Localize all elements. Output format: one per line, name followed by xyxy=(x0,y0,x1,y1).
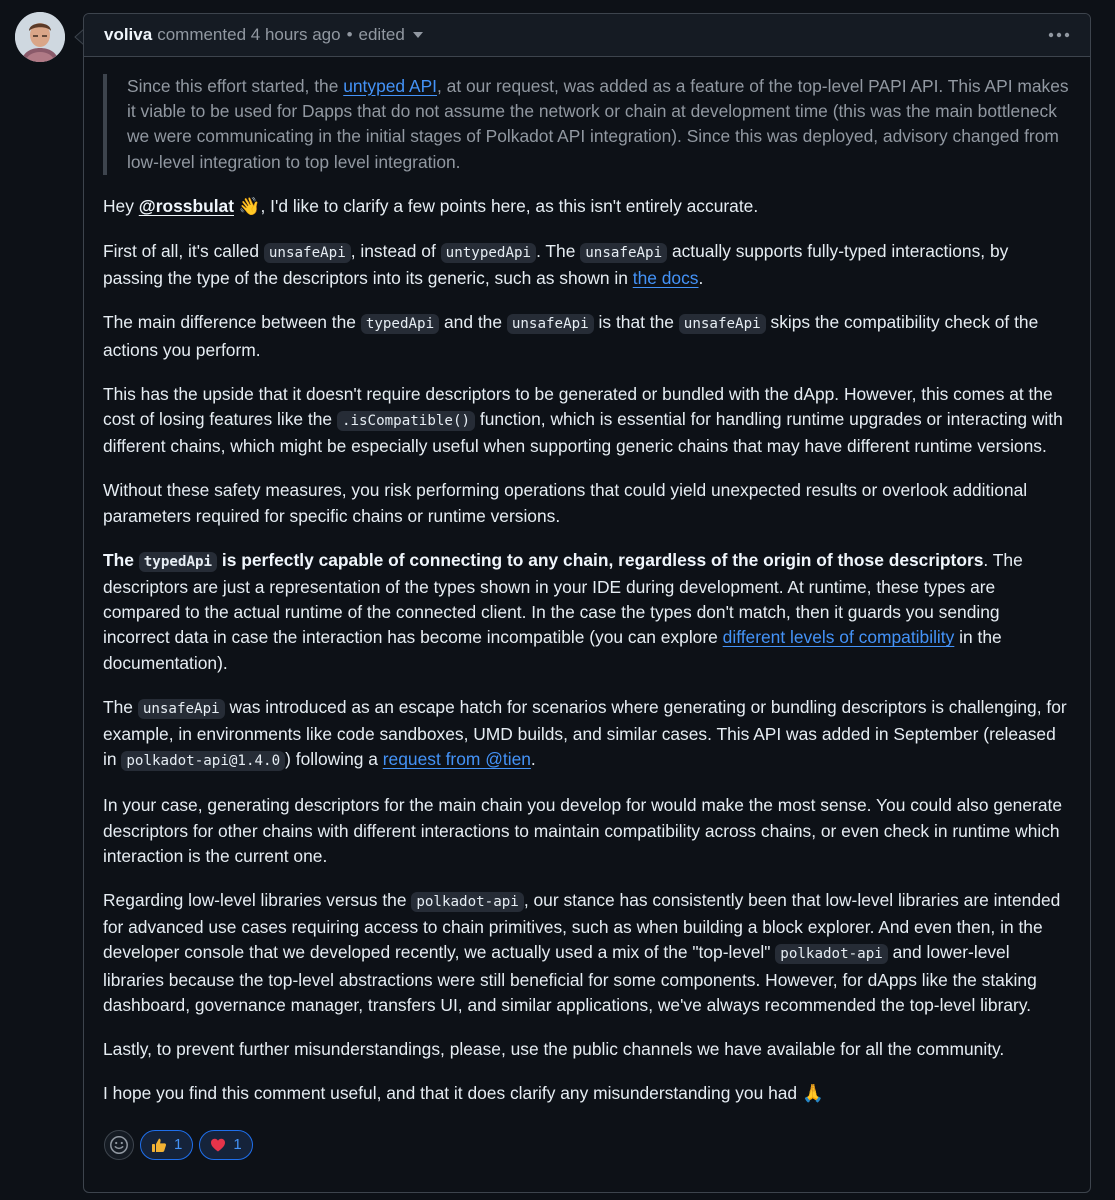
text: This has the upside that it doesn't require descriptors to be generated or bundled with the dApp. However, this comes at the cost of losing features like the xyxy=(103,383,1053,430)
text: Without these safety measures, you risk performing operations that could yield unexpected results or overlook additional parameters required for specific chains or runtime versions. xyxy=(103,480,1028,526)
text: skips the compatibility check of the actions you perform. xyxy=(103,312,1039,360)
paragraph-unsafe-api xyxy=(103,695,1071,775)
text: is that the xyxy=(593,312,679,333)
text: Regarding low-level libraries versus the xyxy=(103,890,412,911)
user-avatar-image xyxy=(15,12,65,62)
paragraph-lastly xyxy=(103,1037,1071,1062)
paragraph-your-case xyxy=(103,793,1071,869)
paragraph-naming xyxy=(103,239,1071,291)
quote-text: Since this effort started, the xyxy=(127,76,344,96)
text: and lower-level libraries because the top-level abstractions were still beneficial for some components. However, for dApps like the staking dashboard, governance manager, transfers UI, and similar applications, we've always recommended the top-level library. xyxy=(103,942,1037,1015)
smiley-icon xyxy=(109,1135,129,1155)
text: I hope you find this comment useful, and that it does clarify any misunderstanding you had xyxy=(103,1083,802,1104)
text: function, which is essential for handling runtime upgrades or interacting with different chains, which might be especially useful when supporting generic chains that may have different runtime versions. xyxy=(103,409,1063,457)
timestamp-link[interactable]: 4 hours ago xyxy=(250,25,341,44)
text: actually supports fully-typed interactions, by passing the type of the descriptors into its generic, such as shown in xyxy=(103,241,1009,289)
paragraph-safety xyxy=(103,478,1071,528)
text: Lastly, to prevent further misunderstandings, please, use the public channels we have available for all the community. xyxy=(103,1039,1005,1060)
untyped-api-link[interactable]: untyped API xyxy=(343,76,438,96)
thumbs-up-icon xyxy=(151,1137,167,1153)
paragraph-upside xyxy=(103,382,1071,460)
edited-dropdown[interactable] xyxy=(359,25,423,45)
inline-code: unsafeApi xyxy=(138,699,225,719)
inline-code: polkadot-api@1.4.0 xyxy=(121,751,285,771)
mention-link[interactable]: @rossbulat xyxy=(138,195,234,216)
thumbs-up-reaction[interactable] xyxy=(140,1130,193,1160)
inline-code: typedApi xyxy=(361,314,439,334)
paragraph-greeting xyxy=(103,194,1071,220)
text: In your case, generating descriptors for the main chain you develop for would make the most sense. You could also generate descriptors for other chains with different interactions to maintain compatibility across chains, or even check in runtime which interaction is the current one. xyxy=(103,795,1062,866)
text: , our stance has consistently been that low-level libraries are intended for advanced use cases requiring access to chain primitives, such as when building a block explorer. And even then, in the developer console that we developed recently, we actually used a mix of the "top-level" xyxy=(103,890,1061,963)
edited-label: edited xyxy=(358,25,405,44)
text: is perfectly capable of connecting to any chain, regardless of the origin of those descriptors xyxy=(217,549,984,570)
heart-reaction[interactable] xyxy=(199,1130,252,1160)
inline-code: unsafeApi xyxy=(580,243,667,263)
text: . The descriptors are just a representation of the types shown in your IDE during development. At runtime, these types are compared to the actual runtime of the connected client. In the case the types don't match, then it guards you sending incorrect data in case the interaction has become incompatible (you can explore xyxy=(103,549,1023,648)
request-link[interactable]: request from @tien xyxy=(382,749,531,770)
text: and the xyxy=(439,312,507,333)
compatibility-levels-link[interactable]: different levels of compatibility xyxy=(722,627,955,648)
inline-code: .isCompatible() xyxy=(337,411,475,431)
reactions-bar xyxy=(84,1127,1090,1160)
text: in the documentation). xyxy=(103,627,1002,673)
text: ) following a xyxy=(285,749,383,770)
inline-code: polkadot-api xyxy=(411,892,524,912)
meta-separator: • xyxy=(346,25,353,44)
triangle-down-icon xyxy=(413,32,423,38)
text: The xyxy=(103,549,139,570)
text: . xyxy=(530,749,536,770)
text: . The xyxy=(536,241,581,262)
text: The main difference between the xyxy=(103,312,361,333)
add-reaction-button[interactable] xyxy=(104,1130,134,1160)
text: Hey xyxy=(103,195,139,216)
docs-link[interactable]: the docs xyxy=(632,268,699,289)
folded-hands-emoji: 🙏 xyxy=(801,1084,824,1105)
text: , instead of xyxy=(350,241,441,262)
more-options-button[interactable] xyxy=(1048,25,1070,45)
quote-block xyxy=(103,74,1071,175)
inline-code: unsafeApi xyxy=(264,243,351,263)
action-text: commented xyxy=(157,25,247,44)
heart-count: 1 xyxy=(233,1136,242,1153)
comment-header xyxy=(84,14,1090,57)
text: The xyxy=(103,696,138,717)
inline-code: polkadot-api xyxy=(775,944,888,964)
waving-hand-emoji: 👋 xyxy=(238,196,261,217)
text: . xyxy=(698,268,704,289)
text: First of all, it's called xyxy=(103,241,264,262)
text: , I'd like to clarify a few points here, as this isn't entirely accurate. xyxy=(260,195,759,216)
paragraph-typed-api xyxy=(103,548,1071,676)
paragraph-difference xyxy=(103,310,1071,362)
inline-code: untypedApi xyxy=(441,243,536,263)
paragraph-closing xyxy=(103,1081,1071,1107)
inline-code: typedApi xyxy=(139,552,217,572)
heart-icon xyxy=(210,1137,226,1153)
kebab-horizontal-icon xyxy=(1048,32,1070,38)
bold-text xyxy=(103,550,983,570)
comment-box xyxy=(83,13,1091,1193)
text: was introduced as an escape hatch for scenarios where generating or bundling descriptors is challenging, for example, in environments like code sandboxes, UMD builds, and similar cases. This API was added in September (released in xyxy=(103,696,1067,770)
quote-text: , at our request, was added as a feature of the top-level PAPI API. This API makes it viable to be used for Dapps that do not assume the network or chain at development time (this was the main bottleneck we were communicating in the initial stages of Polkadot API integration). Since this was deployed, advisory changed from low-level integration to top level integration. xyxy=(127,76,1069,172)
thumbs-up-count: 1 xyxy=(174,1136,183,1153)
avatar[interactable] xyxy=(15,12,65,62)
author-link[interactable]: voliva xyxy=(104,25,153,44)
inline-code: unsafeApi xyxy=(507,314,594,334)
inline-code: unsafeApi xyxy=(679,314,766,334)
paragraph-low-level xyxy=(103,888,1071,1018)
comment-body xyxy=(84,57,1090,1108)
